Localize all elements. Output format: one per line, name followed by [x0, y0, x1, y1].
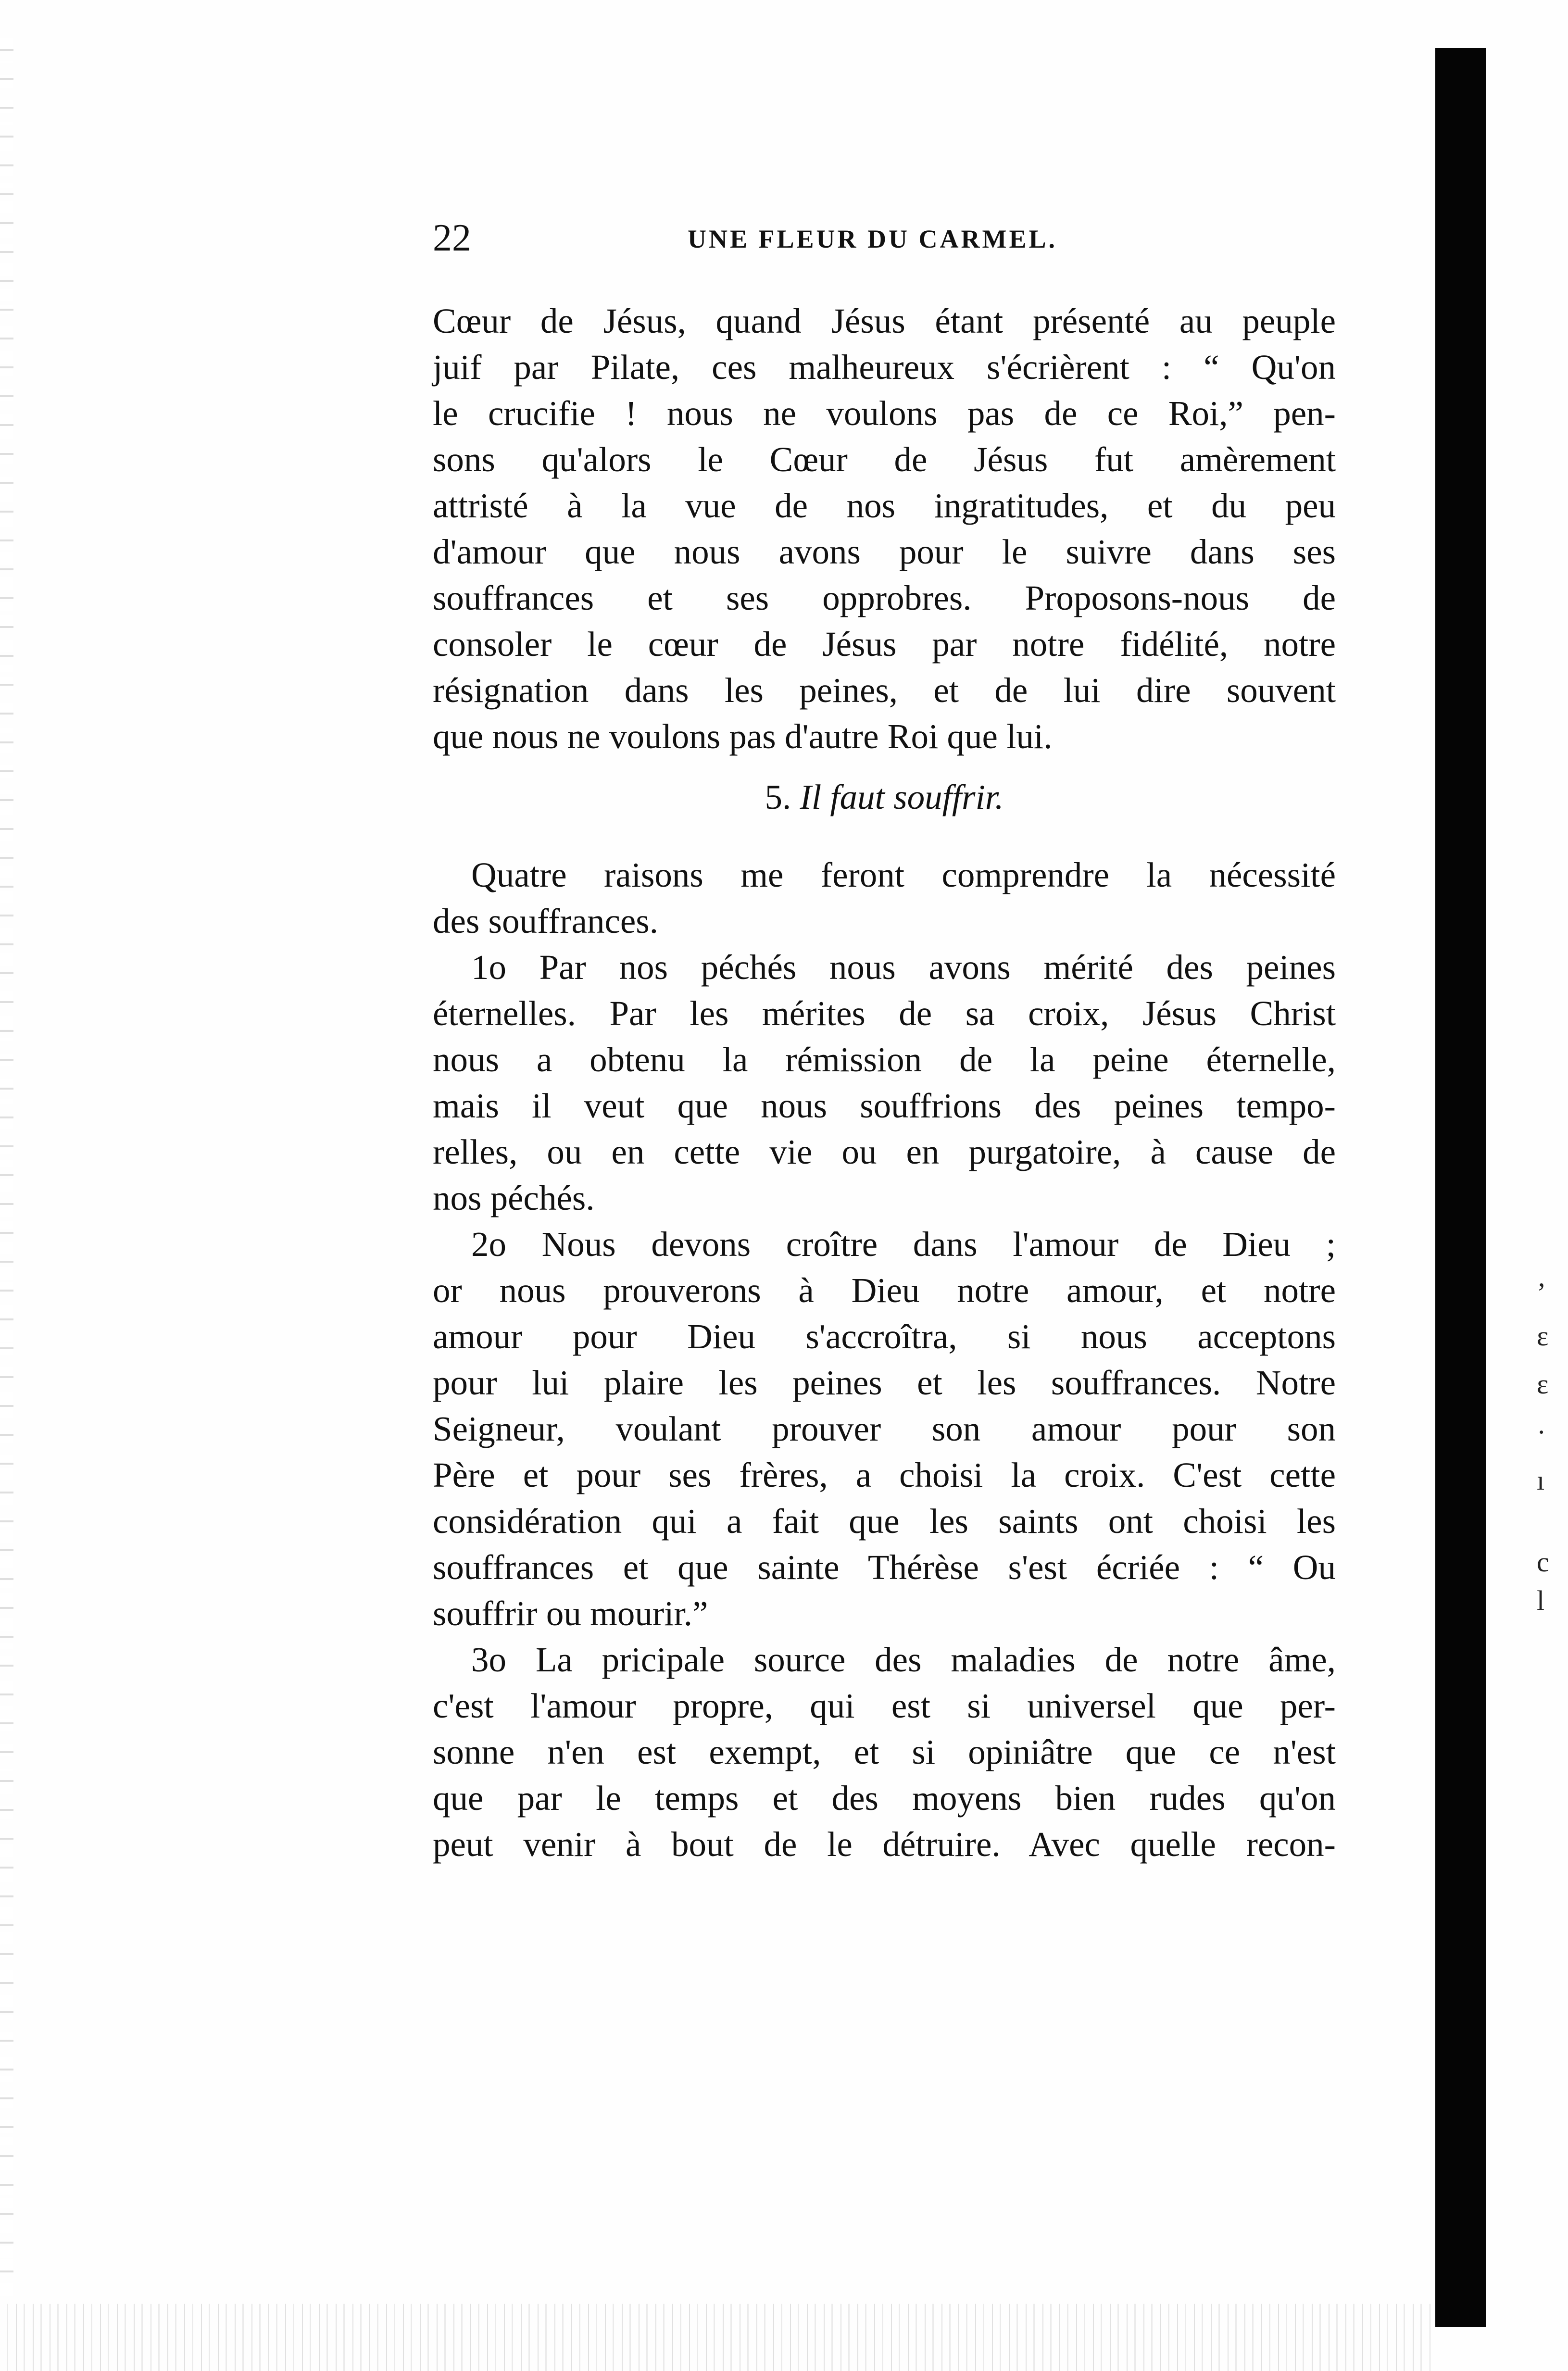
section-title: Il faut souffrir.	[800, 778, 1004, 816]
paragraph-2	[433, 852, 1336, 944]
page-number: 22	[433, 217, 471, 259]
text-line: amour pour Dieu s'accroîtra, si nous acceptons	[433, 1317, 1336, 1356]
text-line: relles, ou en cette vie ou en purgatoire, à cause de	[433, 1132, 1336, 1171]
text-line: résignation dans les peines, et de lui dire souvent	[433, 671, 1336, 710]
text-line: sons qu'alors le Cœur de Jésus fut amèrement	[433, 440, 1336, 479]
left-margin-speckle	[0, 38, 13, 2298]
text-line: 2o Nous devons croître dans l'amour de Dieu ;	[471, 1225, 1336, 1264]
text-line: Père et pour ses frères, a choisi la croix. C'est cette	[433, 1455, 1336, 1494]
text-line: mais il veut que nous souffrions des peines tempo-	[433, 1086, 1336, 1125]
bottom-scan-noise	[0, 2304, 1435, 2371]
text-line: consoler le cœur de Jésus par notre fidélité, notre	[433, 625, 1336, 664]
text-line: souffrances et que sainte Thérèse s'est écriée : “ Ou	[433, 1548, 1336, 1587]
text-line: sonne n'en est exempt, et si opiniâtre que ce n'est	[433, 1732, 1336, 1771]
fragment: ·	[1537, 1417, 1546, 1448]
fragment: ɛ	[1537, 1320, 1549, 1352]
text-line: nous a obtenu la rémission de la peine éternelle,	[433, 1040, 1336, 1079]
text-line: attristé à la vue de nos ingratitudes, et du peu	[433, 486, 1336, 525]
text-line: d'amour que nous avons pour le suivre dans ses	[433, 532, 1336, 571]
text-line: juif par Pilate, ces malheureux s'écrièrent : “ Qu'on	[433, 348, 1336, 387]
running-title: UNE FLEUR DU CARMEL.	[688, 225, 1058, 253]
text-line: Seigneur, voulant prouver son amour pour son	[433, 1409, 1336, 1448]
text-line: Cœur de Jésus, quand Jésus étant présenté au peuple	[433, 301, 1336, 340]
fragment: l	[1537, 1585, 1545, 1616]
paragraph-5	[433, 1637, 1336, 1868]
binding-shadow-bar	[1435, 48, 1486, 2327]
fragment: ı	[1537, 1465, 1545, 1496]
text-line: c'est l'amour propre, qui est si universel que per-	[433, 1686, 1336, 1725]
text-line: pour lui plaire les peines et les souffrances. Notre	[433, 1363, 1336, 1402]
text-line: que par le temps et des moyens bien rudes qu'on	[433, 1779, 1336, 1818]
text-line: souffrances et ses opprobres. Proposons-nous de	[433, 578, 1336, 617]
text-line: peut venir à bout de le détruire. Avec quelle recon-	[433, 1825, 1336, 1864]
paragraph-3	[433, 944, 1336, 1221]
text-line: le crucifie ! nous ne voulons pas de ce Roi,” pen-	[433, 394, 1336, 433]
adjacent-page-fragments	[1537, 1279, 1566, 1644]
fragment: ɛ	[1537, 1368, 1549, 1400]
text-line: que nous ne voulons pas d'autre Roi que lui.	[433, 717, 1053, 756]
fragment: c	[1537, 1546, 1549, 1578]
fragment: ʼ	[1537, 1277, 1546, 1308]
paragraph-4	[433, 1221, 1336, 1637]
body-text	[433, 298, 1336, 1868]
section-number: 5.	[765, 778, 791, 816]
text-line: nos péchés.	[433, 1179, 595, 1217]
text-line: Quatre raisons me feront comprendre la nécessité	[471, 855, 1336, 894]
text-line: des souffrances.	[433, 902, 658, 941]
paragraph-1	[433, 298, 1336, 760]
section-heading	[433, 774, 1336, 820]
running-header	[433, 216, 1346, 260]
text-line: souffrir ou mourir.”	[433, 1594, 708, 1633]
text-line: or nous prouverons à Dieu notre amour, et notre	[433, 1271, 1336, 1310]
text-line: 1o Par nos péchés nous avons mérité des peines	[471, 948, 1336, 987]
text-line: éternelles. Par les mérites de sa croix, Jésus Christ	[433, 994, 1336, 1033]
text-line: considération qui a fait que les saints ont choisi les	[433, 1502, 1336, 1541]
text-line: 3o La pricipale source des maladies de notre âme,	[471, 1640, 1336, 1679]
